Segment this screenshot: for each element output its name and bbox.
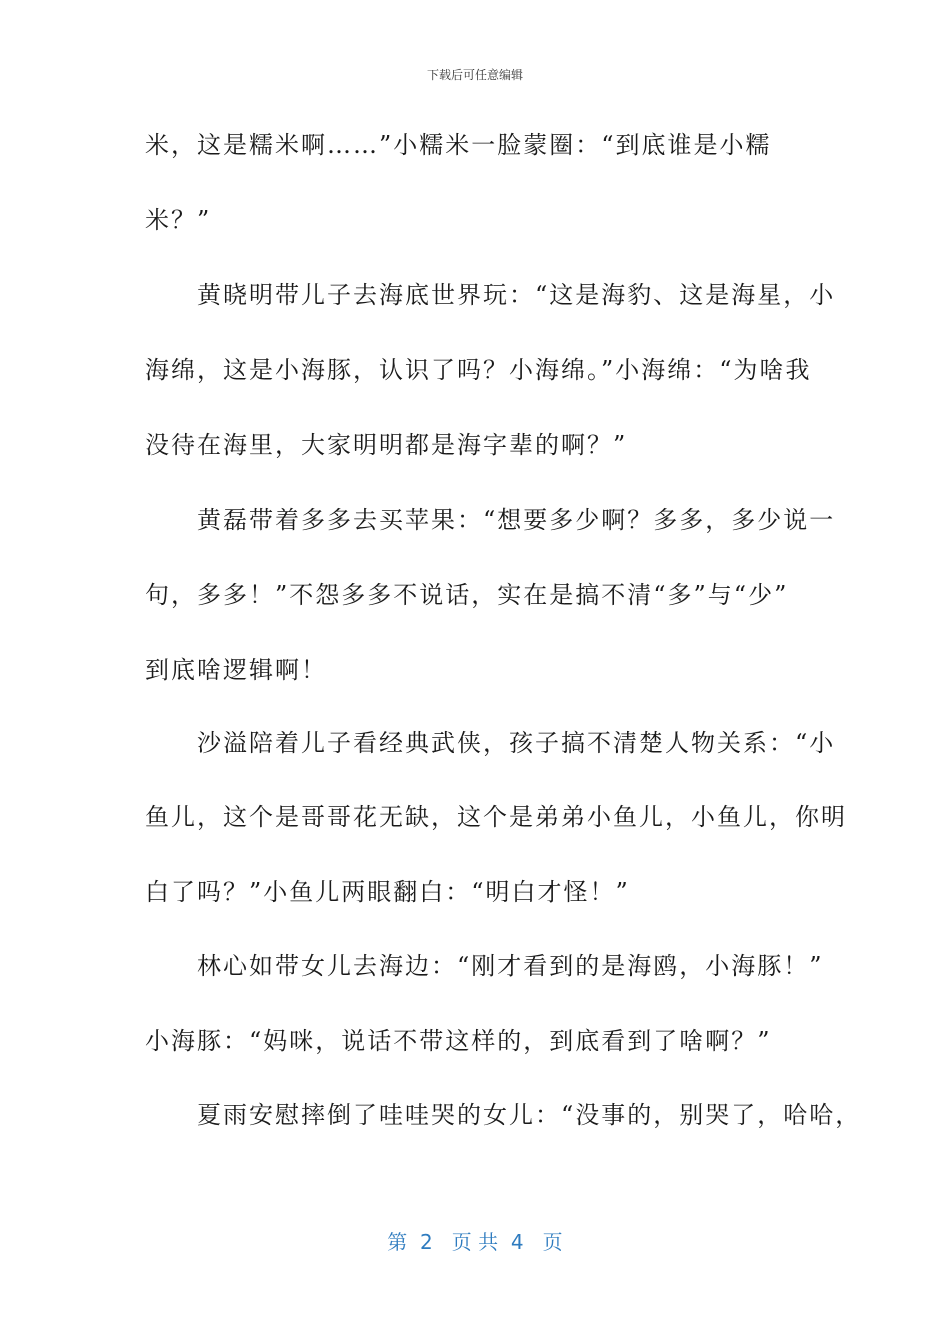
text-line: 鱼儿，这个是哥哥花无缺，这个是弟弟小鱼儿，小鱼儿，你明 bbox=[145, 803, 847, 831]
text-line: 黄磊带着多多去买苹果：“想要多少啊？多多，多少说一 bbox=[145, 506, 836, 534]
page-header: 下载后可任意编辑 bbox=[426, 68, 523, 82]
text-line: 白了吗？”小鱼儿两眼翻白：“明白才怪！” bbox=[145, 878, 630, 906]
text-line: 米？” bbox=[145, 206, 212, 234]
text-line: 沙溢陪着儿子看经典武侠，孩子搞不清楚人物关系：“小 bbox=[145, 729, 836, 757]
text-line: 句，多多！”不怨多多不说话，实在是搞不清“多”与“少” bbox=[145, 581, 789, 609]
text-line: 小海豚：“妈咪，说话不带这样的，到底看到了啥啊？” bbox=[145, 1027, 772, 1055]
text-line: 没待在海里，大家明明都是海字辈的啊？” bbox=[145, 431, 628, 459]
text-line: 黄晓明带儿子去海底世界玩：“这是海豹、这是海星，小 bbox=[145, 281, 836, 309]
text-line: 到底啥逻辑啊！ bbox=[145, 656, 327, 684]
text-line: 海绵，这是小海豚，认识了吗？小海绵。”小海绵：“为啥我 bbox=[145, 356, 812, 384]
text-line: 林心如带女儿去海边：“刚才看到的是海鸥，小海豚！” bbox=[145, 952, 824, 980]
text-line: 夏雨安慰摔倒了哇哇哭的女儿：“没事的，别哭了，哈哈， bbox=[145, 1101, 862, 1129]
page-footer: 第 2 页 共 4 页 bbox=[387, 1230, 563, 1254]
text-line: 米，这是糯米啊……”小糯米一脸蒙圈：“到底谁是小糯 bbox=[145, 131, 772, 159]
